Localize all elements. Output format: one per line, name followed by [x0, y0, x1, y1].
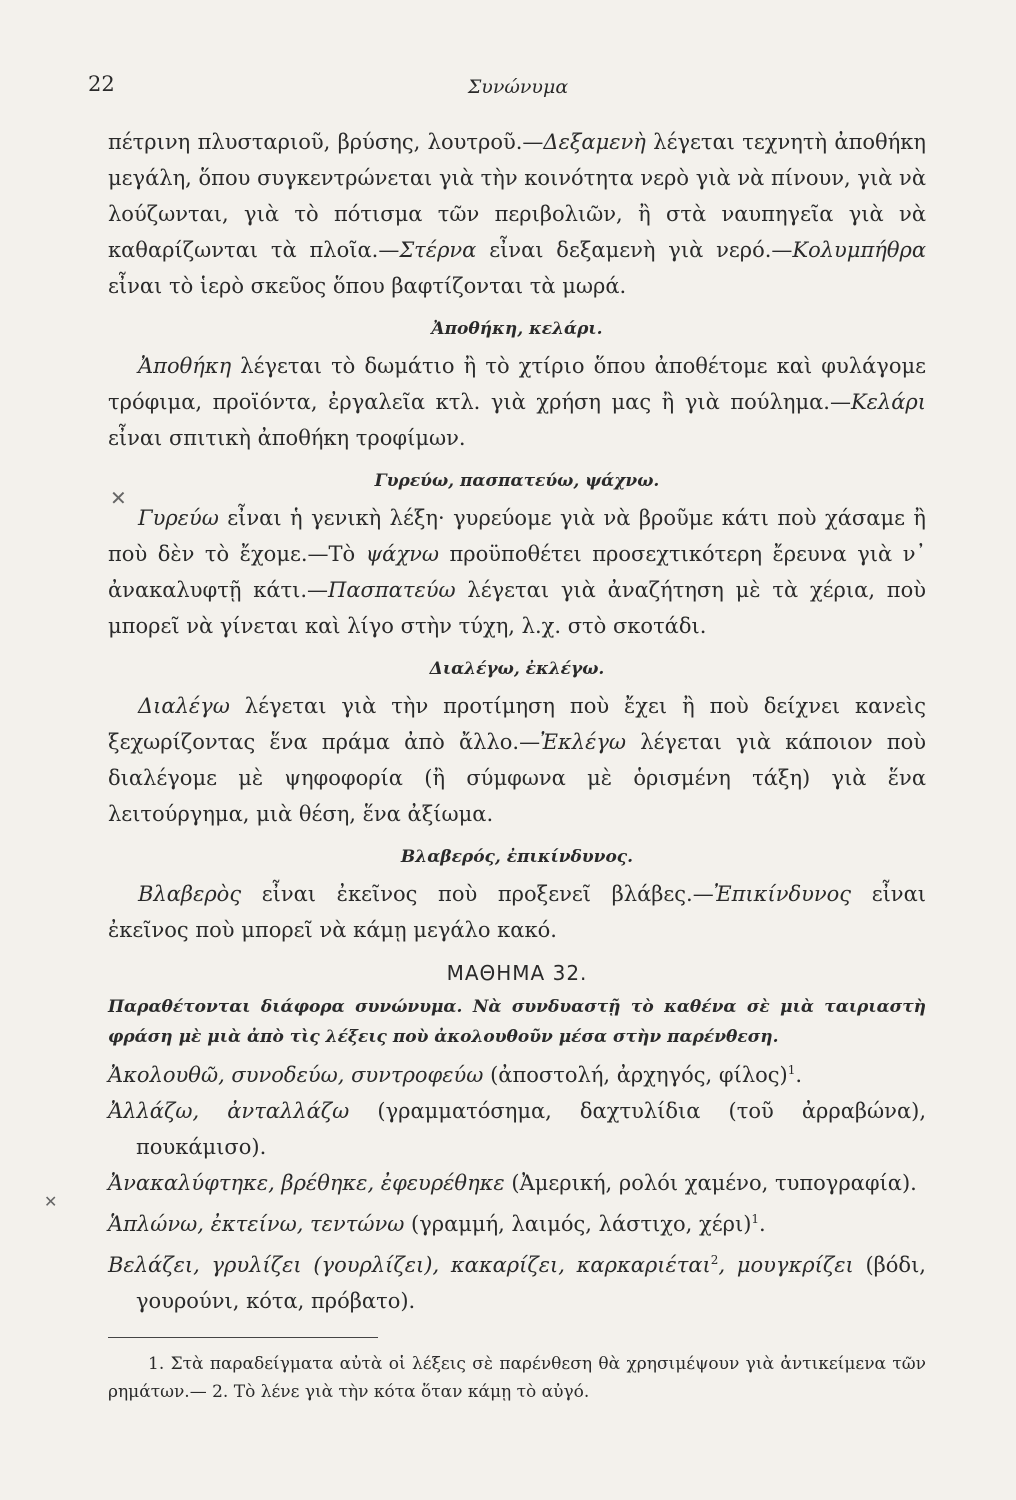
pencil-mark: ✕ [110, 486, 127, 510]
section-heading: Γυρεύω, πασπατεύω, ψάχνω. [374, 471, 660, 491]
section-heading: Βλαβερός, ἐπικίνδυνος. [400, 847, 634, 867]
section-heading: Ἀποθήκη, κελάρι. [431, 319, 603, 339]
section-heading: Διαλέγω, ἐκλέγω. [429, 659, 605, 679]
page-body [108, 124, 926, 1406]
exercise-item: Ἀνακαλύφτηκε, βρέθηκε, ἐφευρέθηκε (Ἀμερική, ρολόι χαμένο, τυπογραφία). [108, 1171, 917, 1195]
intro-paragraph: πέτρινη πλυσταριοῦ, βρύσης, λουτροῦ.—Δεξαμενὴ λέγεται τεχνητὴ ἀποθήκη μεγάλη, ὅπου συγκεντρώνεται γιὰ τὴν κοινότητα νερὸ γιὰ νὰ πίνουν, γιὰ νὰ λούζωνται, γιὰ τὸ πότισμα τῶν περιβολιῶν, ἢ στὰ ναυπηγεῖα γιὰ νὰ καθαρίζωνται τὰ πλοῖα.—Στέρνα εἶναι δεξαμενὴ γιὰ νερό.—Κολυμπήθρα εἶναι τὸ ἱερὸ σκεῦος ὅπου βαφτίζονται τὰ μωρά. [108, 130, 926, 298]
exercise-item: Βελάζει, γρυλίζει (γουρλίζει), κακαρίζει, καρκαριέται$^2$, μουγκρίζει (βόδι, γουρούνι, κότα, πρόβατο). [108, 1253, 926, 1313]
footnote-divider [108, 1337, 378, 1338]
section-paragraph: Βλαβερὸς εἶναι ἐκεῖνος ποὺ προξενεῖ βλάβες.—Ἐπικίνδυνος εἶναι ἐκεῖνος ποὺ μπορεῖ νὰ κάμῃ μεγάλο κακό. [108, 882, 926, 942]
page-header [88, 72, 948, 102]
section-paragraph: Ἀποθήκη λέγεται τὸ δωμάτιο ἢ τὸ χτίριο ὅπου ἀποθέτομε καὶ φυλάγομε τρόφιμα, προϊόντα, ἐργαλεῖα κτλ. γιὰ χρήση μας ἢ γιὰ πούλημα.—Κελάρι εἶναι σπιτικὴ ἀποθήκη τροφίμων. [108, 354, 926, 450]
lesson-instructions: Παραθέτονται διάφορα συνώνυμα. Νὰ συνδυαστῇ τὸ καθένα σὲ μιὰ ταιριαστὴ φράση μὲ μιὰ ἀπὸ τὶς λέξεις ποὺ ἀκολουθοῦν μέσα στὴν παρένθεση. [108, 997, 926, 1047]
page-number: 22 [88, 72, 115, 96]
lesson-title: ΜΑΘΗΜΑ 32. [446, 961, 588, 985]
section-paragraph: Διαλέγω λέγεται γιὰ τὴν προτίμηση ποὺ ἔχει ἢ ποὺ δείχνει κανεὶς ξεχωρίζοντας ἕνα πράμα ἀπὸ ἄλλο.—Ἐκλέγω λέγεται γιὰ κάποιον ποὺ διαλέγομε μὲ ψηφοφορία (ἢ σύμφωνα μὲ ὁρισμένη τάξη) γιὰ ἕνα λειτούργημα, μιὰ θέση, ἕνα ἀξίωμα. [108, 694, 926, 826]
section-paragraph: Γυρεύω εἶναι ἡ γενικὴ λέξη· γυρεύομε γιὰ νὰ βροῦμε κάτι ποὺ χάσαμε ἢ ποὺ δὲν τὸ ἔχομε.—Τὸ ψάχνω προϋποθέτει προσεχτικότερη ἔρευνα γιὰ ν᾽ ἀνακαλυφτῇ κάτι.—Πασπατεύω λέγεται γιὰ ἀναζήτηση μὲ τὰ χέρια, ποὺ μπορεῖ νὰ γίνεται καὶ λίγο στὴν τύχη, λ.χ. στὸ σκοτάδι. [108, 506, 926, 638]
footnotes: 1. Στὰ παραδείγματα αὐτὰ οἱ λέξεις σὲ παρένθεση θὰ χρησιμέψουν γιὰ ἀντικείμενα τῶν ρημάτων.— 2. Τὸ λένε γιὰ τὴν κότα ὅταν κάμῃ τὸ αὐγό. [108, 1354, 926, 1402]
running-title: Συνώνυμα [467, 76, 569, 98]
exercise-item: Ἁπλώνω, ἐκτείνω, τεντώνω (γραμμή, λαιμός, λάστιχο, χέρι)$^1$. [108, 1212, 766, 1236]
exercise-item: Ἀλλάζω, ἀνταλλάζω (γραμματόσημα, δαχτυλίδια (τοῦ ἀρραβώνα), πουκάμισο). [108, 1099, 926, 1159]
pencil-mark: ✕ [44, 1192, 58, 1211]
exercise-item: Ἀκολουθῶ, συνοδεύω, συντροφεύω (ἀποστολή, ἀρχηγός, φίλος)$^1$. [108, 1063, 803, 1087]
